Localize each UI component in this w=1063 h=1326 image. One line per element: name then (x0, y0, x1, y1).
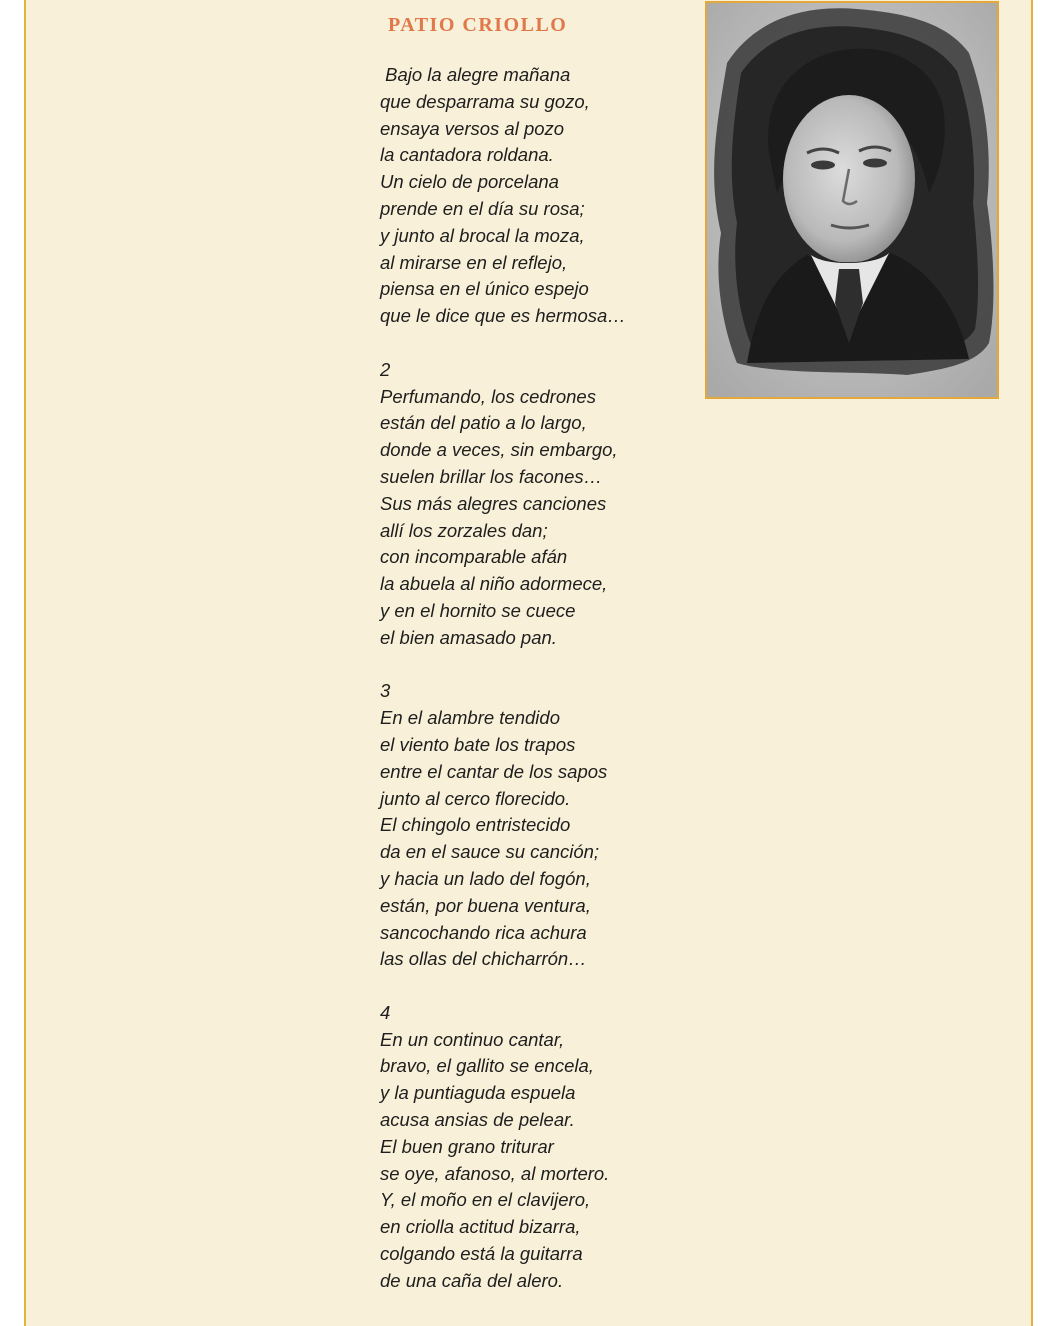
poem-line: y hacia un lado del fogón, (380, 867, 591, 889)
poem-line: que le dice que es hermosa… (380, 305, 626, 327)
poem-line: En un continuo cantar, (380, 1028, 565, 1050)
poem-line: se oye, afanoso, al mortero. (380, 1162, 610, 1184)
portrait-photo-icon (707, 3, 997, 397)
poem-body (380, 62, 680, 1321)
poem-line: sancochando rica achura (380, 921, 587, 943)
poem-line: El chingolo entristecido (380, 814, 571, 836)
poem-line: la cantadora roldana. (380, 144, 554, 166)
poem-line: bravo, el gallito se encela, (380, 1055, 594, 1077)
poem-line: entre el cantar de los sapos (380, 760, 608, 782)
poem-stanza (380, 1000, 680, 1295)
poem-line: están del patio a lo largo, (380, 412, 587, 434)
poem-line: que desparrama su gozo, (380, 90, 590, 112)
poem-line: la abuela al niño adormece, (380, 573, 608, 595)
poem-line: el bien amasado pan. (380, 626, 557, 648)
poem-line: de una caña del alero. (380, 1269, 564, 1291)
poem-line: Perfumando, los cedrones (380, 385, 596, 407)
poem-line: y la puntiaguda espuela (380, 1082, 576, 1104)
poem-line: al mirarse en el reflejo, (380, 251, 568, 273)
poem-line: junto al cerco florecido. (380, 787, 571, 809)
stanza-number: 4 (380, 1001, 391, 1023)
poem-line: Sus más alegres canciones (380, 492, 607, 514)
poem-line: allí los zorzales dan; (380, 519, 548, 541)
poem-line: Un cielo de porcelana (380, 171, 559, 193)
poem-line: ensaya versos al pozo (380, 117, 565, 139)
poem-line: Y, el moño en el clavijero, (380, 1189, 591, 1211)
poem-line: da en el sauce su canción; (380, 841, 600, 863)
stanza-number: 2 (380, 358, 391, 380)
poem-line: En el alambre tendido (380, 707, 560, 729)
poem-line: suelen brillar los facones… (380, 465, 603, 487)
portrait-photo (705, 1, 999, 399)
poem-line: piensa en el único espejo (380, 278, 589, 300)
stanza-number: 3 (380, 680, 391, 702)
poem-line: acusa ansias de pelear. (380, 1109, 575, 1131)
poem-stanza (380, 62, 680, 330)
poem-line: están, por buena ventura, (380, 894, 591, 916)
poem-line: El buen grano triturar (380, 1135, 554, 1157)
poem-line: Bajo la alegre mañana (380, 64, 571, 85)
poem-line: y junto al brocal la moza, (380, 224, 585, 246)
poem-stanza (380, 678, 680, 973)
poem-title: PATIO CRIOLLO (388, 14, 568, 36)
poem-line: donde a veces, sin embargo, (380, 439, 618, 461)
poem-line: con incomparable afán (380, 546, 568, 568)
poem-line: en criolla actitud bizarra, (380, 1216, 581, 1238)
poem-line: colgando está la guitarra (380, 1243, 583, 1265)
poem-stanza (380, 357, 680, 652)
poem-line: el viento bate los trapos (380, 733, 576, 755)
poem-line: y en el hornito se cuece (380, 599, 576, 621)
poem-line: las ollas del chicharrón… (380, 948, 587, 970)
poem-line: prende en el día su rosa; (380, 197, 585, 219)
